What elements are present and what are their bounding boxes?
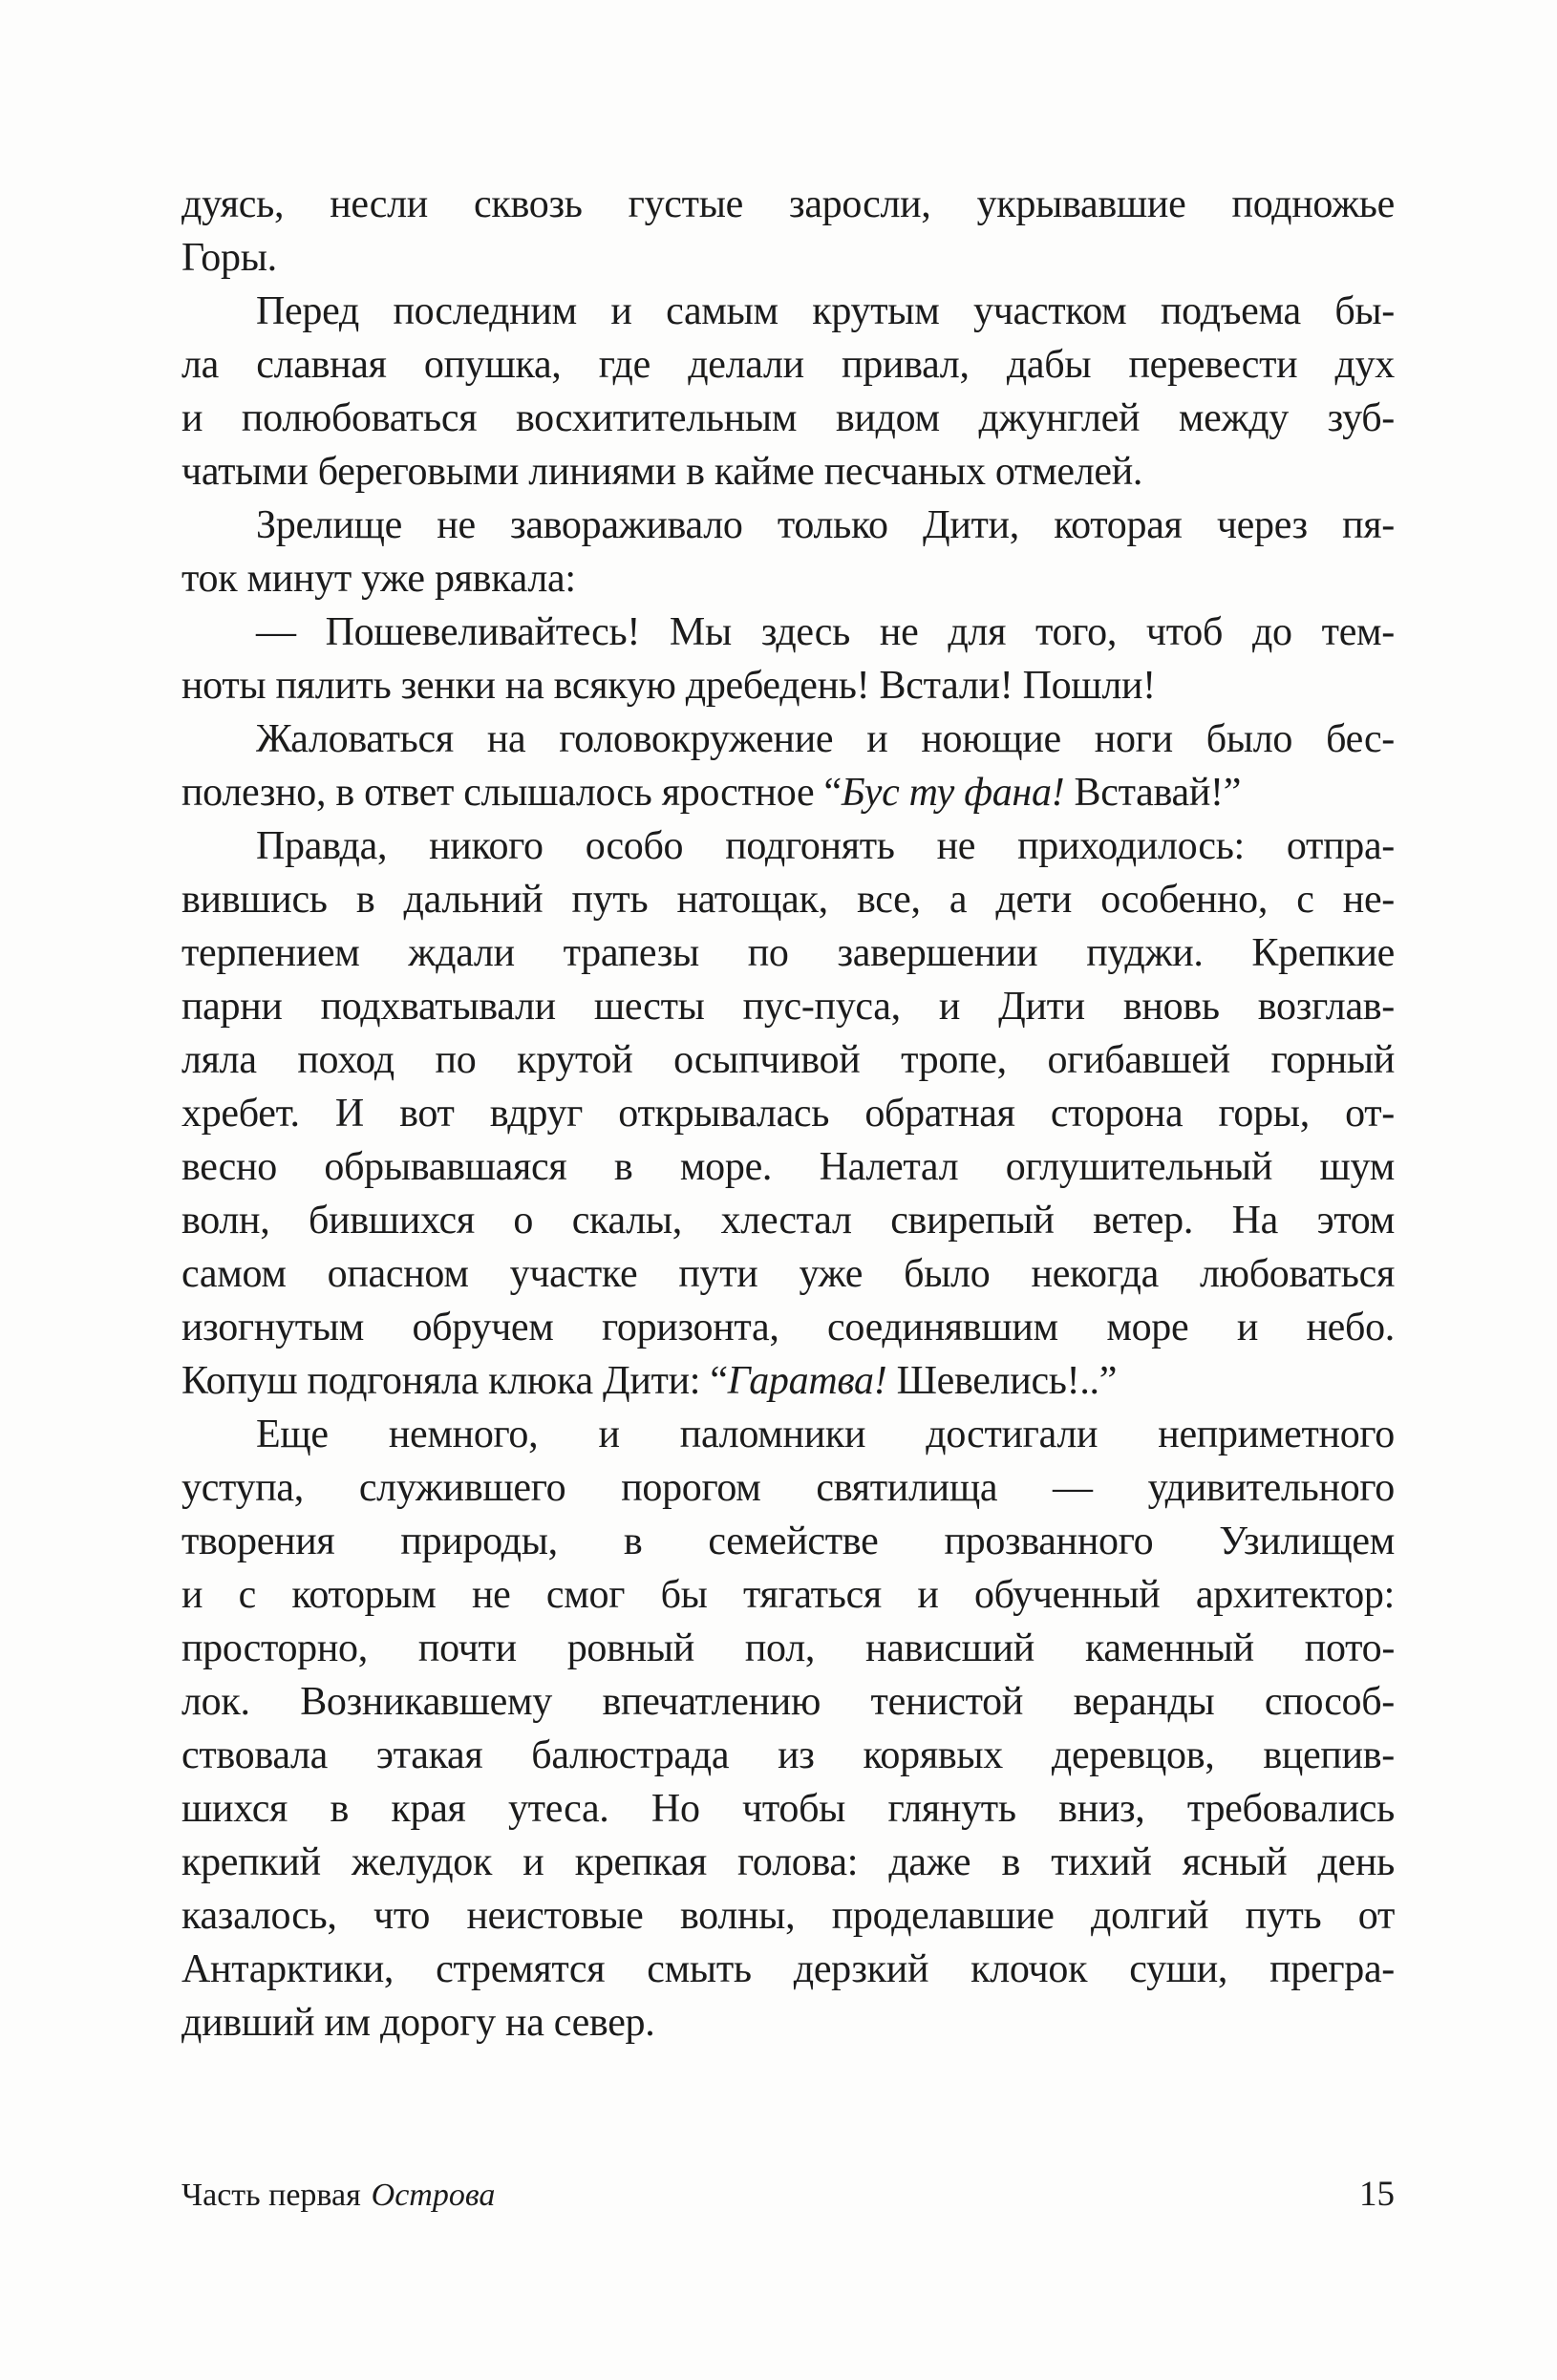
text-line <box>181 285 1395 338</box>
text-segment: и с которым не смог бы тягаться и обученный архитектор: <box>181 1573 1395 1617</box>
text-segment: полезно, в ответ слышалось яростное “ <box>181 771 842 815</box>
text-segment: Зрелище не завораживало только Дити, которая через пя- <box>256 503 1395 547</box>
text-segment: дуясь, несли сквозь густые заросли, укрывавшие подножье <box>181 182 1395 226</box>
text-segment: ток минут уже рявкала: <box>181 557 576 601</box>
text-line <box>181 1889 1395 1943</box>
text-segment: чатыми береговыми линиями в кайме песчаных отмелей. <box>181 450 1143 494</box>
text-segment: творения природы, в семействе прозванного Узилищем <box>181 1519 1395 1563</box>
text-line <box>181 926 1395 980</box>
text-line <box>181 1461 1395 1515</box>
text-segment: дивший им дорогу на север. <box>181 2001 655 2045</box>
running-title <box>181 2177 495 2215</box>
text-line <box>181 178 1395 231</box>
text-segment: уступа, служившего порогом святилища — удивительного <box>181 1466 1395 1510</box>
text-line <box>181 1996 1395 2050</box>
text-line <box>181 873 1395 926</box>
text-segment: Перед последним и самым крутым участком подъема бы- <box>256 289 1395 333</box>
text-segment: Копуш подгоняла клюка Дити: “ <box>181 1359 728 1403</box>
page-footer <box>181 2176 1395 2215</box>
text-line <box>181 819 1395 873</box>
text-line <box>181 1782 1395 1836</box>
text-segment: Антарктики, стремятся смыть дерзкий клочок суши, прегра- <box>181 1947 1395 1991</box>
text-line <box>181 499 1395 552</box>
text-segment: Шевелись!..” <box>886 1359 1118 1403</box>
text-line <box>181 1515 1395 1568</box>
text-segment: весно обрывавшаяся в море. Налетал оглушительный шум <box>181 1145 1395 1189</box>
text-segment: — Пошевеливайтесь! Мы здесь не для того, чтоб до тем- <box>256 610 1395 654</box>
text-segment: ла славная опушка, где делали привал, дабы перевести дух <box>181 343 1395 387</box>
text-segment: хребет. И вот вдруг открывалась обратная сторона горы, от- <box>181 1092 1395 1136</box>
text-segment: казалось, что неистовые волны, проделавшие долгий путь от <box>181 1894 1395 1938</box>
part-label: Часть первая <box>181 2178 361 2213</box>
text-line <box>181 712 1395 766</box>
text-segment: просторно, почти ровный пол, нависший каменный пото- <box>181 1626 1395 1670</box>
text-line <box>181 1247 1395 1301</box>
italic-phrase: Гаратва! <box>727 1359 887 1403</box>
text-line <box>181 1943 1395 1996</box>
page-number: 15 <box>1359 2175 1395 2214</box>
text-segment: Правда, никого особо подгонять не приходилось: отпра- <box>256 824 1395 868</box>
text-segment: изогнутым обручем горизонта, соединявшим море и небо. <box>181 1306 1395 1349</box>
text-segment: терпением ждали трапезы по завершении пуджи. Крепкие <box>181 931 1395 975</box>
text-segment: Жаловаться на головокружение и ноющие ноги было бес- <box>256 717 1395 761</box>
text-line <box>181 445 1395 499</box>
text-line <box>181 1033 1395 1087</box>
text-line <box>181 1301 1395 1354</box>
text-line <box>181 231 1395 285</box>
text-segment: вившись в дальний путь натощак, все, а дети особенно, с не- <box>181 878 1395 922</box>
text-segment: лок. Возникавшему впечатлению тенистой веранды способ- <box>181 1680 1395 1724</box>
text-segment: самом опасном участке пути уже было некогда любоваться <box>181 1252 1395 1296</box>
text-line <box>181 1622 1395 1675</box>
text-segment: шихся в края утеса. Но чтобы глянуть вниз, требовались <box>181 1787 1395 1831</box>
text-segment: парни подхватывали шесты пус-пуса, и Дити вновь возглав- <box>181 985 1395 1029</box>
text-line <box>181 1675 1395 1729</box>
text-segment: Вставай!” <box>1064 771 1242 815</box>
text-line <box>181 1568 1395 1622</box>
page-body-text <box>181 178 1395 2050</box>
text-segment: ляла поход по крутой осыпчивой тропе, огибавшей горный <box>181 1038 1395 1082</box>
text-segment: ствовала этакая балюстрада из корявых деревцов, вцепив- <box>181 1733 1395 1777</box>
text-line <box>181 1140 1395 1194</box>
text-line <box>181 766 1395 819</box>
text-line <box>181 552 1395 606</box>
text-segment: и полюбоваться восхитительным видом джунглей между зуб- <box>181 396 1395 440</box>
text-segment: Еще немного, и паломники достигали неприметного <box>256 1413 1395 1456</box>
text-line <box>181 1836 1395 1889</box>
text-line <box>181 1354 1395 1408</box>
italic-phrase: Бус ту фана! <box>841 771 1065 815</box>
text-segment: Горы. <box>181 236 277 280</box>
text-line <box>181 606 1395 659</box>
text-segment: крепкий желудок и крепкая голова: даже в тихий ясный день <box>181 1840 1395 1884</box>
text-segment: волн, бившихся о скалы, хлестал свирепый ветер. На этом <box>181 1199 1395 1243</box>
text-line <box>181 338 1395 392</box>
text-line <box>181 1408 1395 1461</box>
text-line <box>181 1729 1395 1782</box>
text-line <box>181 392 1395 445</box>
text-segment: ноты пялить зенки на всякую дребедень! Встали! Пошли! <box>181 664 1156 708</box>
text-line <box>181 1087 1395 1140</box>
part-title: Острова <box>371 2178 496 2213</box>
text-line <box>181 1194 1395 1247</box>
text-line <box>181 659 1395 712</box>
text-line <box>181 980 1395 1033</box>
